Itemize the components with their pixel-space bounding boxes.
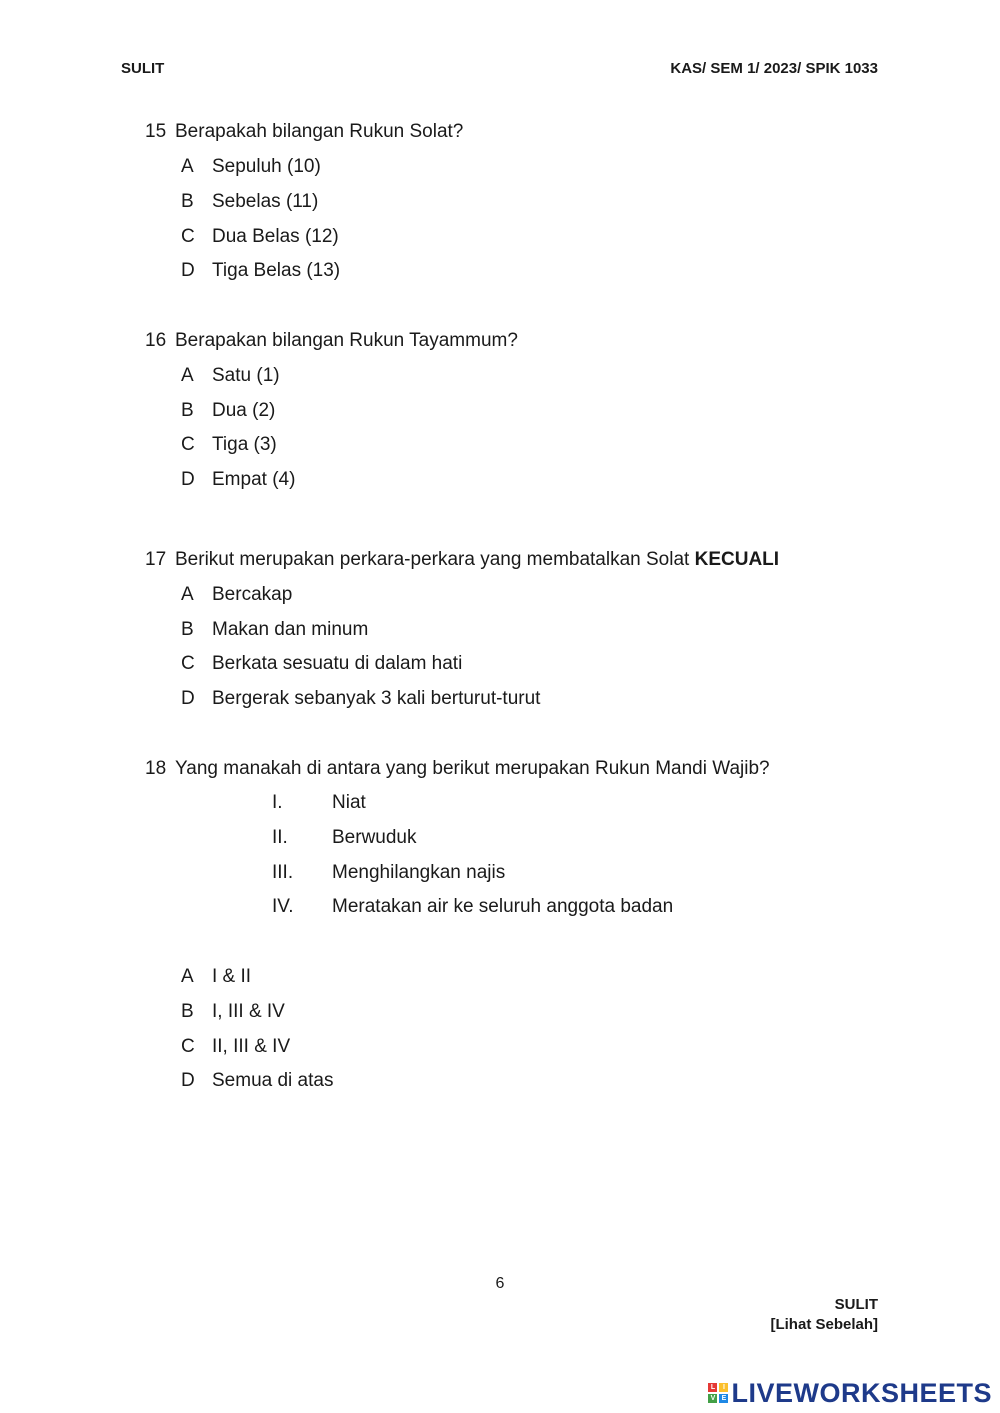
statement-i <box>272 792 366 814</box>
option-a[interactable] <box>181 584 292 606</box>
question-text: Berapakah bilangan Rukun Solat? <box>175 121 464 142</box>
question-text: Yang manakah di antara yang berikut merupakan Rukun Mandi Wajib? <box>175 758 770 779</box>
option-b[interactable] <box>181 1001 285 1023</box>
question-15 <box>145 121 463 143</box>
option-text: Dua (2) <box>212 400 276 421</box>
header-left: SULIT <box>121 60 165 77</box>
option-letter: C <box>181 653 195 674</box>
option-b[interactable] <box>181 619 368 641</box>
option-letter: A <box>181 365 194 386</box>
option-text: Semua di atas <box>212 1070 334 1091</box>
option-c[interactable] <box>181 434 277 456</box>
option-text: Bergerak sebanyak 3 kali berturut-turut <box>212 688 541 709</box>
option-text: Makan dan minum <box>212 619 369 640</box>
header-right: KAS/ SEM 1/ 2023/ SPIK 1033 <box>670 60 878 77</box>
question-number: 15 <box>145 121 167 142</box>
option-letter: D <box>181 260 195 281</box>
statement-ii <box>272 827 417 849</box>
statement-text: Niat <box>332 792 366 813</box>
statement-iv <box>272 896 673 918</box>
liveworksheets-logo-icon <box>708 1383 728 1403</box>
option-letter: C <box>181 434 195 455</box>
statement-text: Menghilangkan najis <box>332 862 506 883</box>
logo-letter: I <box>719 1383 728 1392</box>
option-text: I & II <box>212 966 252 987</box>
statement-numeral: I. <box>272 792 283 813</box>
option-letter: D <box>181 469 195 490</box>
option-letter: A <box>181 156 194 177</box>
option-a[interactable] <box>181 156 321 178</box>
option-letter: C <box>181 1036 195 1057</box>
option-c[interactable] <box>181 226 339 248</box>
option-text: Empat (4) <box>212 469 296 490</box>
option-b[interactable] <box>181 191 318 213</box>
option-letter: B <box>181 191 194 212</box>
option-text: Dua Belas (12) <box>212 226 339 247</box>
question-18 <box>145 758 770 780</box>
brand-wordmark: LIVEWORKSHEETS <box>731 1377 992 1408</box>
option-d[interactable] <box>181 260 340 282</box>
liveworksheets-brand[interactable] <box>708 1378 992 1408</box>
option-letter: D <box>181 1070 195 1091</box>
page-number: 6 <box>495 1275 505 1292</box>
statement-iii <box>272 862 505 884</box>
question-number: 18 <box>145 758 167 779</box>
option-letter: B <box>181 619 194 640</box>
option-c[interactable] <box>181 653 462 675</box>
question-number: 17 <box>145 549 167 570</box>
option-text: Tiga Belas (13) <box>212 260 341 281</box>
statement-numeral: II. <box>272 827 288 848</box>
option-d[interactable] <box>181 1070 333 1092</box>
statement-numeral: III. <box>272 862 294 883</box>
option-letter: C <box>181 226 195 247</box>
option-letter: B <box>181 400 194 421</box>
logo-letter: E <box>719 1394 728 1403</box>
question-emphasis: KECUALI <box>694 549 780 570</box>
question-17 <box>145 549 779 571</box>
option-text: Berkata sesuatu di dalam hati <box>212 653 463 674</box>
option-a[interactable] <box>181 966 251 988</box>
option-b[interactable] <box>181 400 275 422</box>
option-a[interactable] <box>181 365 280 387</box>
logo-letter: L <box>708 1383 717 1392</box>
option-text: Sepuluh (10) <box>212 156 321 177</box>
question-number: 16 <box>145 330 167 351</box>
footer-sulit: SULIT <box>834 1296 878 1313</box>
option-text: Bercakap <box>212 584 293 605</box>
option-letter: D <box>181 688 195 709</box>
question-text: Berapakan bilangan Rukun Tayammum? <box>175 330 518 351</box>
option-c[interactable] <box>181 1036 290 1058</box>
footer-next-page: [Lihat Sebelah] <box>770 1316 878 1333</box>
option-letter: A <box>181 966 194 987</box>
option-text: I, III & IV <box>212 1001 285 1022</box>
option-text: Tiga (3) <box>212 434 277 455</box>
option-letter: B <box>181 1001 194 1022</box>
option-text: Satu (1) <box>212 365 280 386</box>
question-16 <box>145 330 518 352</box>
option-text: II, III & IV <box>212 1036 291 1057</box>
option-letter: A <box>181 584 194 605</box>
statement-text: Berwuduk <box>332 827 417 848</box>
statement-numeral: IV. <box>272 896 294 917</box>
option-d[interactable] <box>181 469 295 491</box>
option-d[interactable] <box>181 688 540 710</box>
option-text: Sebelas (11) <box>212 191 319 212</box>
question-text: Berikut merupakan perkara-perkara yang membatalkan Solat <box>175 549 690 570</box>
logo-letter: V <box>708 1394 717 1403</box>
statement-text: Meratakan air ke seluruh anggota badan <box>332 896 674 917</box>
